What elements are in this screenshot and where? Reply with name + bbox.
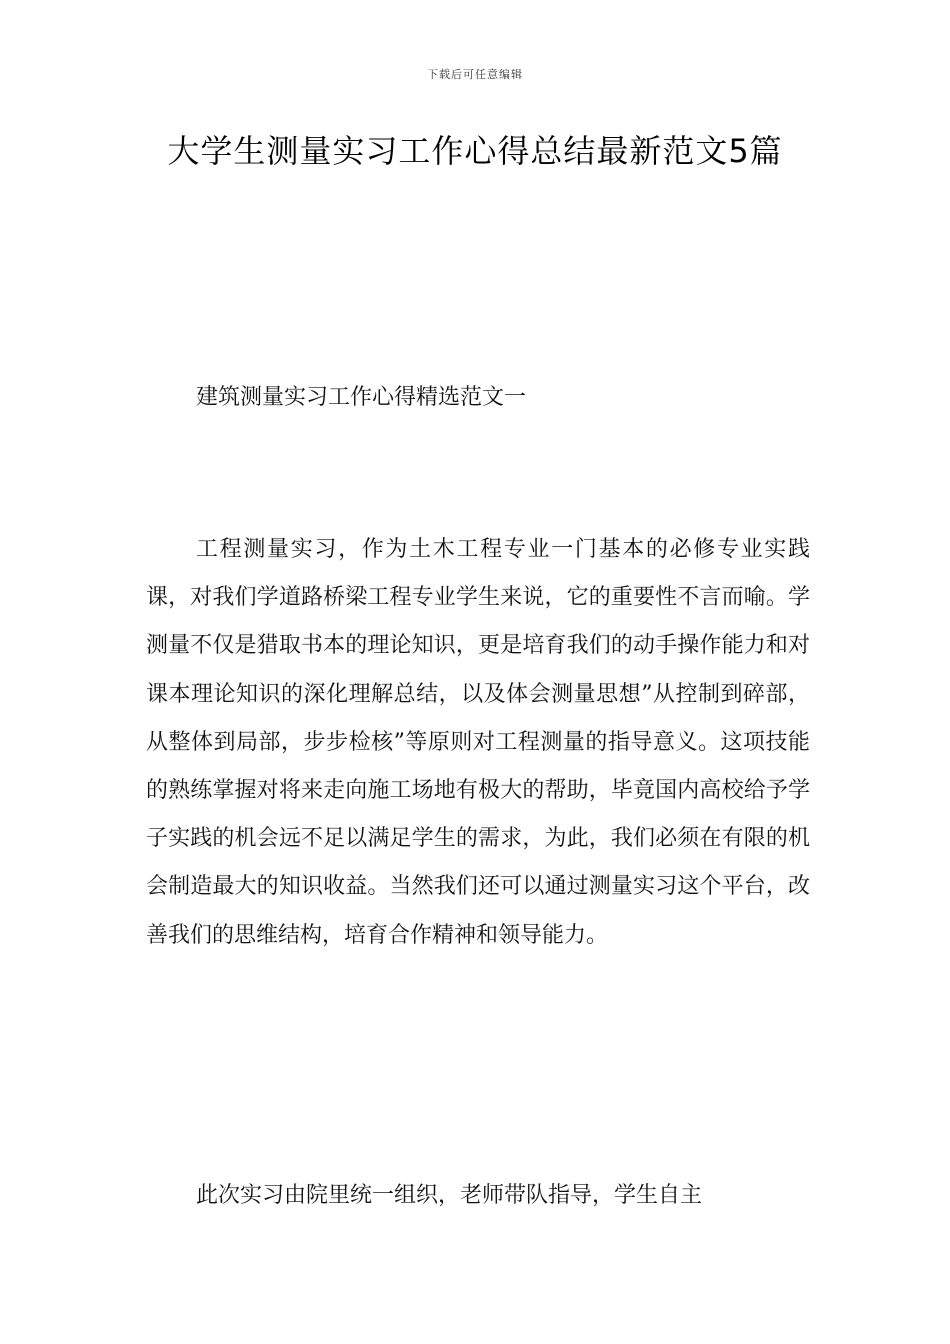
- document-title: 大学生测量实习工作心得总结最新范文5篇: [167, 132, 783, 170]
- body-paragraph-1: 工程测量实习，作为土木工程专业一门基本的必修专业实践课，对我们学道路桥梁工程专业学生来说，它的重要性不言而喻。学测量不仅是猎取书本的理论知识，更是培育我们的动手操作能力和对课本理论知识的深化理解总结，以及体会测量思想”从控制到碎部，从整体到局部，步步检核”等原则对工程测量的指导意义。这项技能的熟练掌握对将来走向施工场地有极大的帮助，毕竟国内高校给予学子实践的机会远不足以满足学生的需求，为此，我们必须在有限的机会制造最大的知识收益。当然我们还可以通过测量实习这个平台，改善我们的思维结构，培育合作精神和领导能力。: [146, 537, 810, 948]
- header-note: 下载后可任意编辑: [427, 68, 523, 81]
- section-heading: 建筑测量实习工作心得精选范文一: [196, 385, 527, 410]
- body-paragraph-2: 此次实习由院里统一组织，老师带队指导，学生自主: [196, 1183, 703, 1208]
